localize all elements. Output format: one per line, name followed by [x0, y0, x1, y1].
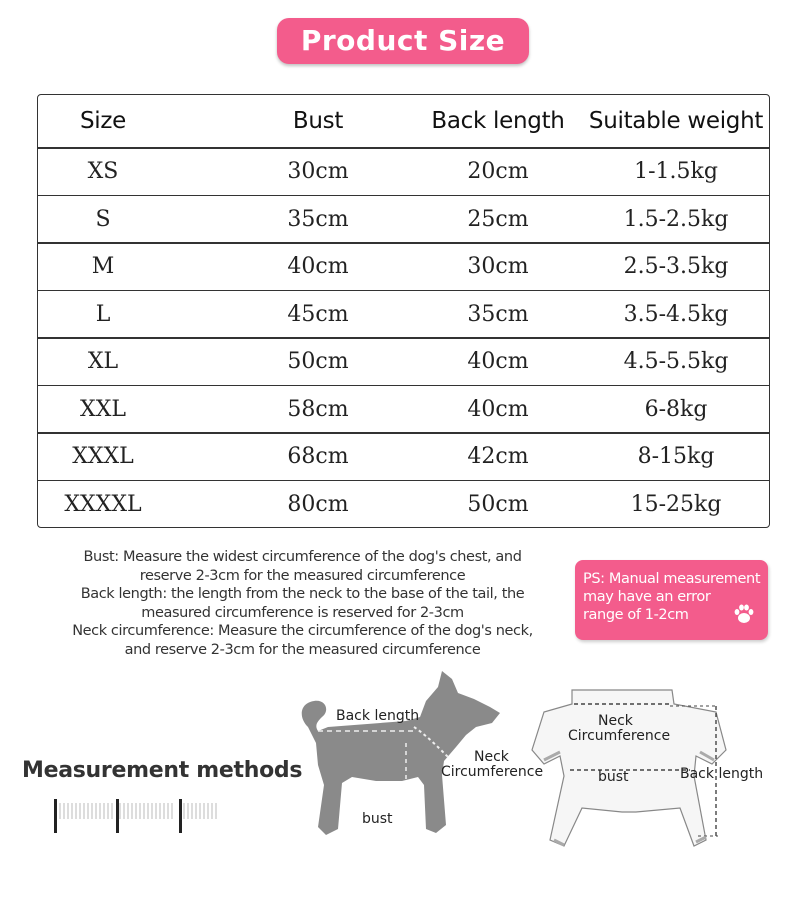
cell-suitable-weight: 4.5-5.5kg	[623, 349, 729, 374]
ps-note	[575, 560, 768, 640]
note-line: Back length: the length from the neck to the base of the tail, the	[80, 586, 525, 602]
cell-size: XXL	[80, 396, 126, 422]
garment-back-length-label: Back length	[680, 766, 764, 782]
ps-line: PS: Manual measurement	[583, 571, 761, 587]
note-line: Neck circumference: Measure the circumference of the dog's neck,	[72, 623, 533, 639]
table-header-row	[38, 95, 769, 147]
cell-bust: 80cm	[287, 491, 349, 517]
paw-icon	[732, 602, 756, 626]
cell-back-length: 42cm	[467, 444, 529, 469]
table-row	[38, 148, 769, 195]
cell-suitable-weight: 1.5-2.5kg	[623, 206, 729, 232]
header-bust: Bust	[292, 108, 344, 134]
cell-back-length: 35cm	[467, 301, 529, 327]
table-row	[38, 243, 769, 290]
cell-suitable-weight: 8-15kg	[637, 444, 715, 469]
garment-neck-label: Neck	[598, 713, 633, 729]
cell-suitable-weight: 2.5-3.5kg	[623, 254, 729, 279]
table-row	[38, 481, 769, 528]
cell-bust: 45cm	[287, 301, 349, 327]
cell-back-length: 20cm	[467, 159, 529, 184]
measurement-methods-title: Measurement methods	[22, 758, 303, 783]
cell-size: XL	[87, 349, 119, 374]
ps-line: range of 1-2cm	[583, 607, 689, 623]
cell-back-length: 40cm	[467, 349, 529, 374]
note-line: reserve 2-3cm for the measured circumference	[139, 567, 466, 584]
cell-back-length: 40cm	[467, 396, 529, 422]
cell-back-length: 50cm	[467, 491, 529, 517]
cell-bust: 58cm	[287, 396, 349, 422]
note-line: and reserve 2-3cm for the measured circumference	[124, 641, 481, 658]
cell-back-length: 30cm	[467, 254, 529, 279]
cell-size: XS	[87, 159, 119, 184]
cell-bust: 50cm	[287, 349, 349, 374]
size-table	[37, 94, 770, 528]
table-row	[38, 433, 769, 480]
cell-bust: 68cm	[287, 444, 349, 469]
cell-back-length: 25cm	[467, 206, 529, 232]
cell-size: L	[95, 301, 111, 327]
table-row	[38, 291, 769, 338]
cell-suitable-weight: 3.5-4.5kg	[623, 301, 729, 327]
garment-circumference-label: Circumference	[568, 728, 671, 744]
table-row	[38, 196, 769, 243]
note-line: measured circumference is reserved for 2-3cm	[141, 604, 464, 621]
note-line: Bust: Measure the widest circumference of the dog's chest, and	[83, 549, 522, 565]
ruler-icon	[52, 797, 242, 837]
cell-size: M	[91, 254, 115, 279]
dog-bust-label: bust	[362, 811, 393, 827]
table-row	[38, 338, 769, 385]
cell-bust: 30cm	[287, 159, 349, 184]
cell-suitable-weight: 6-8kg	[644, 396, 708, 422]
header-suitable-weight: Suitable weight	[588, 108, 764, 134]
header-back-length: Back length	[431, 108, 565, 134]
page-title: Product Size	[277, 18, 529, 64]
dog-neck-label: Neck	[474, 749, 509, 765]
table-row	[38, 386, 769, 433]
garment-bust-label: bust	[598, 769, 629, 785]
ps-line: may have an error	[583, 589, 711, 605]
cell-size: XXXL	[72, 444, 134, 469]
header-size: Size	[79, 108, 126, 134]
measurement-notes	[40, 548, 565, 659]
dog-circumference-label: Circumference	[441, 764, 544, 780]
cell-bust: 35cm	[287, 206, 349, 232]
dog-silhouette	[302, 671, 500, 835]
cell-bust: 40cm	[287, 254, 349, 279]
cell-size: S	[95, 206, 111, 232]
cell-suitable-weight: 1-1.5kg	[634, 159, 718, 184]
dog-back-length-label: Back length	[336, 708, 420, 724]
cell-suitable-weight: 15-25kg	[630, 491, 722, 517]
cell-size: XXXXL	[64, 491, 142, 517]
